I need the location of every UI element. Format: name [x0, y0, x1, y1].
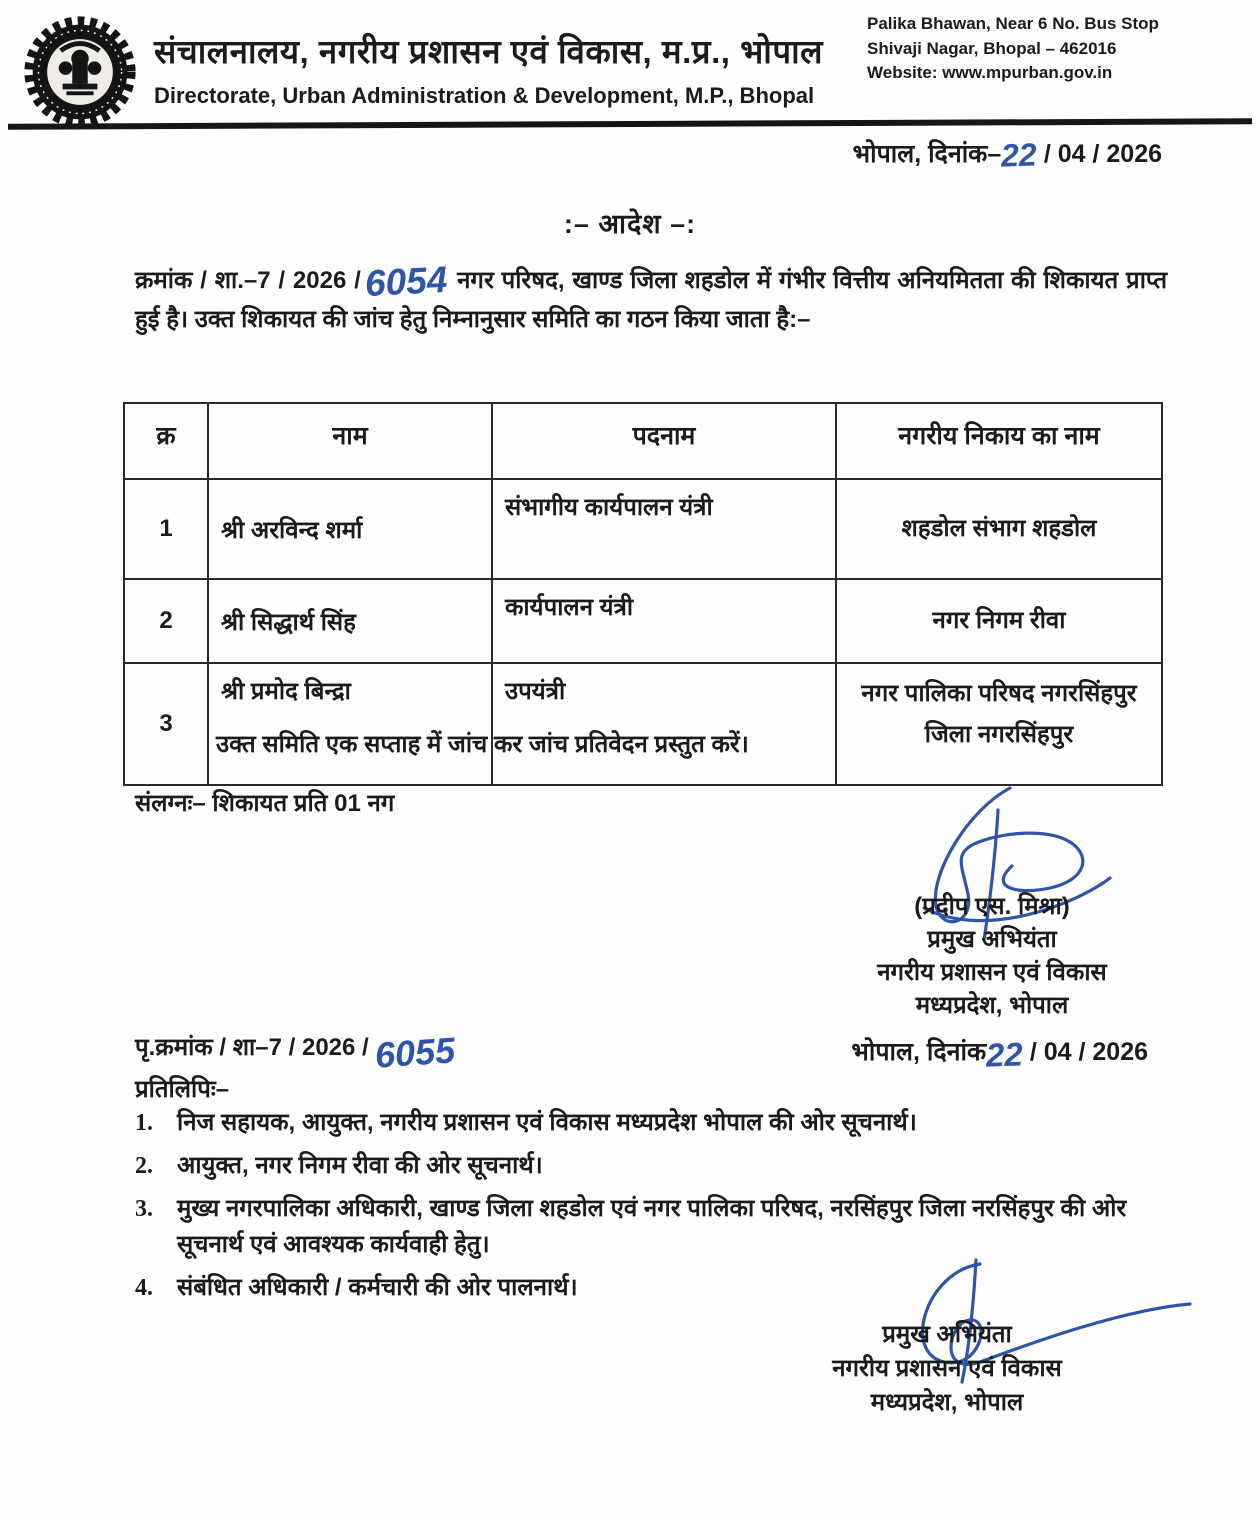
address-line-2: Shivaji Nagar, Bhopal – 462016	[867, 38, 1117, 58]
cell-name: श्री अरविन्द शर्मा	[208, 479, 492, 579]
col-header-sn: क्र	[124, 403, 208, 479]
cell-name: श्री प्रमोद बिन्द्रा	[208, 663, 492, 785]
cell-sn: 1	[124, 479, 208, 579]
cell-sn: 2	[124, 579, 208, 663]
date-line-top	[853, 136, 1162, 174]
list-item	[135, 1270, 1167, 1306]
list-item-number: 4.	[135, 1275, 153, 1301]
instruction-line: उक्त समिति एक सप्ताह में जांच कर जांच प्रतिवेदन प्रस्तुत करें।	[216, 731, 749, 758]
col-header-designation: पदनाम	[492, 403, 836, 479]
list-item-text: संबंधित अधिकारी / कर्मचारी की ओर पालनार्थ।	[177, 1274, 578, 1301]
cell-designation: कार्यपालन यंत्री	[492, 579, 836, 663]
list-item-number: 3.	[135, 1196, 153, 1222]
handwritten-ref-number: 6054	[363, 258, 449, 305]
signatory-location: मध्यप्रदेश, भोपाल	[915, 992, 1069, 1020]
address-line-1: Palika Bhawan, Near 6 No. Bus Stop	[867, 14, 1159, 33]
address-line-3: Website: www.mpurban.gov.in	[867, 63, 1113, 83]
cell-body: नगर पालिका परिषद नगरसिंहपुर जिला नगरसिंहपुर	[836, 663, 1162, 785]
list-item-text: मुख्य नगरपालिका अधिकारी, खाण्ड जिला शहडोल एवं नगर पालिका परिषद, नरसिंहपुर जिला नरसिंहपुर की ओर सूचनार्थ एवं आवश्यक कार्यवाही हेतु।	[177, 1195, 1127, 1258]
list-item	[135, 1105, 1167, 1141]
table-row	[124, 579, 1162, 663]
table-row	[124, 663, 1162, 785]
signatory-location: मध्यप्रदेश, भोपाल	[870, 1389, 1024, 1417]
org-titles	[154, 10, 867, 109]
date-rest: / 04 / 2026	[1029, 1038, 1148, 1066]
cell-name: श्री सिद्धार्थ सिंह	[208, 579, 492, 663]
col-header-name: नाम	[208, 403, 492, 479]
table-header-row	[124, 403, 1162, 479]
endorsement-reference	[135, 1030, 455, 1074]
copies-list	[135, 1105, 1167, 1313]
state-emblem-seal-icon	[22, 14, 140, 135]
cell-designation: उपयंत्री	[492, 663, 836, 785]
signatory-block-bottom	[772, 1318, 1122, 1420]
office-address	[867, 12, 1242, 86]
signatory-title: प्रमुख अभियंता	[882, 1321, 1012, 1348]
signatory-department: नगरीय प्रशासन एवं विकास	[832, 1355, 1062, 1383]
cell-sn: 3	[124, 663, 208, 785]
date-prefix: भोपाल, दिनांक–	[852, 140, 1002, 168]
handwritten-day: 22	[985, 1035, 1024, 1074]
reference-prefix: क्रमांक / शा.–7 / 2026 /	[135, 267, 361, 294]
list-item	[135, 1148, 1167, 1184]
list-item-text: निज सहायक, आयुक्त, नगरीय प्रशासन एवं विकास मध्यप्रदेश भोपाल की ओर सूचनार्थ।	[177, 1109, 917, 1136]
handwritten-endorsement-number: 6055	[373, 1029, 457, 1076]
list-item	[135, 1191, 1167, 1263]
signatory-name: (प्रदीप एस. मिश्रा)	[914, 893, 1070, 920]
order-paragraph	[135, 258, 1167, 340]
cell-designation: संभागीय कार्यपालन यंत्री	[492, 479, 836, 579]
handwritten-day: 22	[1000, 136, 1038, 174]
table-row	[124, 479, 1162, 579]
col-header-body: नगरीय निकाय का नाम	[836, 403, 1162, 479]
order-body-text: नगर परिषद, खाण्ड जिला शहडोल में गंभीर वित्तीय अनियमितता की शिकायत प्राप्त हुई है। उक्त शिकायत की जांच हेतु निम्नानुसार समिति का गठन किया जाता है:–	[135, 267, 1167, 333]
list-item-text: आयुक्त, नगर निगम रीवा की ओर सूचनार्थ।	[177, 1152, 543, 1179]
list-item-number: 1.	[135, 1110, 153, 1136]
signatory-department: नगरीय प्रशासन एवं विकास	[877, 959, 1107, 987]
list-item-number: 2.	[135, 1153, 153, 1179]
date-prefix: भोपाल, दिनांक	[851, 1038, 987, 1066]
org-name-hindi: संचालनालय, नगरीय प्रशासन एवं विकास, म.प्र., भोपाल	[154, 33, 823, 70]
signatory-title: प्रमुख अभियंता	[927, 926, 1057, 954]
org-name-english: Directorate, Urban Administration & Development, M.P., Bhopal	[154, 83, 815, 108]
date-line-bottom	[851, 1034, 1148, 1074]
cell-body: शहडोल संभाग शहडोल	[836, 479, 1162, 579]
date-rest: / 04 / 2026	[1043, 140, 1162, 168]
copies-label: प्रतिलिपिः–	[135, 1076, 230, 1103]
cell-body: नगर निगम रीवा	[836, 579, 1162, 663]
endorsement-prefix: पृ.क्रमांक / शा–7 / 2026 /	[135, 1034, 369, 1061]
letterhead	[22, 10, 1242, 135]
order-title: :– आदेश –:	[563, 209, 697, 239]
signatory-block-top	[812, 890, 1172, 1022]
enclosure-line: संलग्नः– शिकायत प्रति 01 नग	[135, 790, 395, 817]
